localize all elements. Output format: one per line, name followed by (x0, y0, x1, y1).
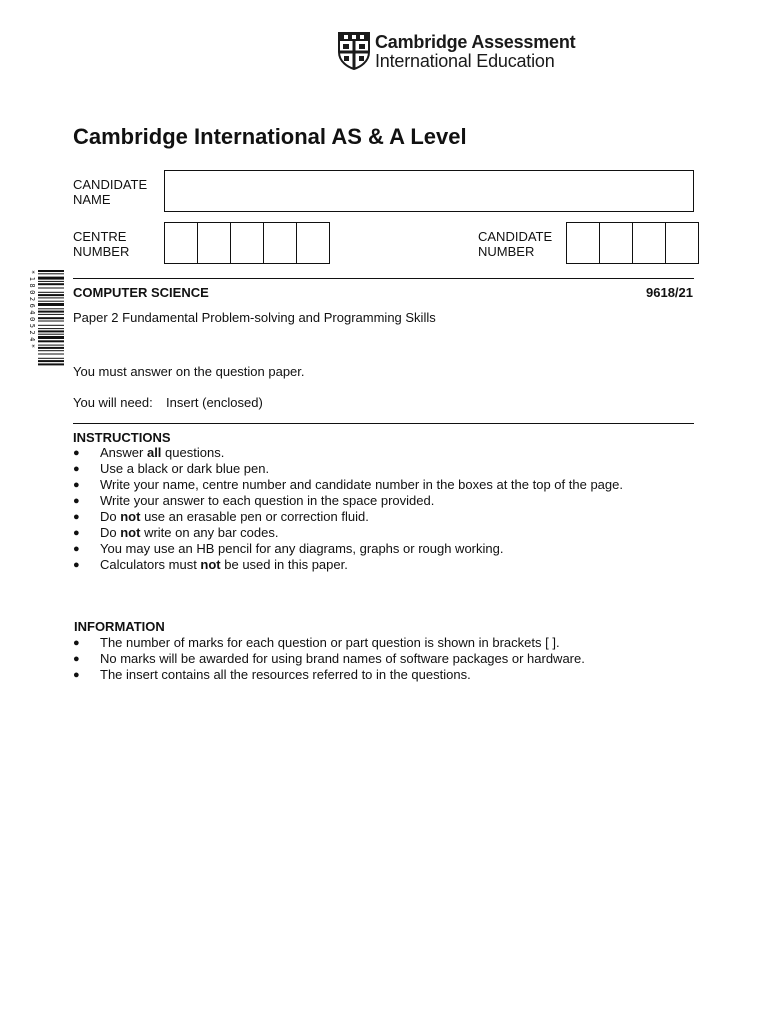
instruction-item (73, 477, 694, 493)
candidate-name-label-line-2: NAME (73, 192, 111, 207)
barcode-bar (38, 334, 64, 335)
instruction-item (73, 509, 694, 525)
barcode-digits: *1802640524* (28, 270, 36, 351)
barcode-bar (38, 317, 64, 319)
barcode-bar (38, 321, 64, 322)
barcode-bar (38, 277, 64, 280)
barcode-bar (38, 328, 64, 329)
centre-number-label-line-1: CENTRE (73, 229, 127, 244)
instruction-item (73, 525, 694, 541)
centre-number-box[interactable] (263, 223, 296, 263)
instructions-heading: INSTRUCTIONS (73, 430, 171, 445)
instruction-text: You may use an HB pencil for any diagrams, graphs or rough working. (100, 541, 504, 556)
candidate-number-box[interactable] (567, 223, 599, 263)
barcode-bar (38, 283, 64, 285)
logo-line-2: International Education (375, 51, 555, 71)
bullet-icon: ● (73, 495, 80, 507)
barcode-bar (38, 345, 64, 346)
instruction-item (73, 493, 694, 509)
cambridge-logo (338, 32, 578, 72)
instruction-text: Calculators must not be used in this paper. (100, 557, 348, 572)
candidate-number-field[interactable] (566, 222, 699, 264)
information-list (73, 635, 694, 683)
shield-crest-icon (338, 32, 370, 70)
barcode-bar (38, 311, 64, 313)
barcode-bar (38, 336, 64, 339)
divider-top (73, 278, 694, 279)
divider-bottom (73, 423, 694, 424)
bullet-icon: ● (73, 559, 80, 571)
information-text: The insert contains all the resources referred to in the questions. (100, 667, 471, 682)
logo-line-1: Cambridge Assessment (375, 32, 576, 52)
bullet-icon: ● (73, 447, 80, 459)
answer-note: You must answer on the question paper. (73, 364, 305, 379)
barcode-bar (38, 297, 64, 298)
bullet-icon: ● (73, 637, 80, 649)
instruction-text: Write your answer to each question in the space provided. (100, 493, 435, 508)
page-title: Cambridge International AS & A Level (73, 124, 467, 149)
candidate-number-label (478, 229, 552, 259)
need-value: Insert (enclosed) (166, 395, 263, 410)
barcode-bar (38, 314, 64, 315)
candidate-number-box[interactable] (665, 223, 698, 263)
centre-number-label-line-2: NUMBER (73, 244, 130, 259)
barcode-bar (38, 301, 64, 302)
centre-number-box[interactable] (230, 223, 263, 263)
candidate-number-box[interactable] (599, 223, 632, 263)
instruction-text: Do not write on any bar codes. (100, 525, 279, 540)
bullet-icon: ● (73, 653, 80, 665)
instruction-item (73, 557, 694, 573)
need-label: You will need: (73, 395, 153, 410)
barcode-bar (38, 281, 64, 282)
barcode-bar (38, 288, 64, 289)
information-heading: INFORMATION (74, 619, 165, 634)
barcode-bars (38, 270, 64, 408)
information-text: No marks will be awarded for using brand names of software packages or hardware. (100, 651, 585, 666)
paper-title: Paper 2 Fundamental Problem-solving and Programming Skills (73, 310, 436, 325)
bullet-icon: ● (73, 669, 80, 681)
barcode-bar (38, 292, 64, 293)
barcode-bar (38, 358, 64, 359)
candidate-number-label-line-1: CANDIDATE (478, 229, 553, 244)
barcode-bar (38, 303, 64, 306)
subject-name: COMPUTER SCIENCE (73, 285, 209, 300)
bullet-icon: ● (73, 479, 80, 491)
barcode-bar (38, 350, 64, 351)
instructions-list (73, 445, 694, 573)
centre-number-box[interactable] (296, 223, 329, 263)
bullet-icon: ● (73, 527, 80, 539)
barcode-bar (38, 294, 64, 296)
information-item (73, 635, 694, 651)
bullet-icon: ● (73, 511, 80, 523)
barcode-bar (38, 354, 64, 355)
information-item (73, 667, 694, 683)
candidate-number-label-line-2: NUMBER (478, 244, 535, 259)
instruction-text: Write your name, centre number and candidate number in the boxes at the top of the page. (100, 477, 623, 492)
candidate-name-field[interactable] (164, 170, 694, 212)
barcode-bar (38, 347, 64, 349)
bullet-icon: ● (73, 463, 80, 475)
paper-code: 9618/21 (646, 285, 693, 300)
instruction-text: Answer all questions. (100, 445, 225, 460)
barcode-bar (38, 273, 64, 274)
barcode-bar (38, 363, 64, 365)
candidate-name-label-line-1: CANDIDATE (73, 177, 148, 192)
centre-number-label (73, 229, 129, 259)
barcode-bar (38, 270, 64, 272)
candidate-number-box[interactable] (632, 223, 665, 263)
information-text: The number of marks for each question or part question is shown in brackets [ ]. (100, 635, 560, 650)
instruction-item (73, 445, 694, 461)
barcode-bar (38, 330, 64, 332)
bullet-icon: ● (73, 543, 80, 555)
candidate-name-label (73, 177, 147, 207)
barcode-bar (38, 325, 64, 326)
centre-number-box[interactable] (165, 223, 197, 263)
information-item (73, 651, 694, 667)
instruction-text: Use a black or dark blue pen. (100, 461, 270, 476)
barcode-bar (38, 340, 64, 342)
barcode-bar (38, 360, 64, 362)
centre-number-field[interactable] (164, 222, 330, 264)
instruction-item (73, 461, 694, 477)
instruction-item (73, 541, 694, 557)
centre-number-box[interactable] (197, 223, 230, 263)
barcode-bar (38, 308, 64, 309)
barcode (28, 270, 64, 408)
instruction-text: Do not use an erasable pen or correction fluid. (100, 509, 369, 524)
